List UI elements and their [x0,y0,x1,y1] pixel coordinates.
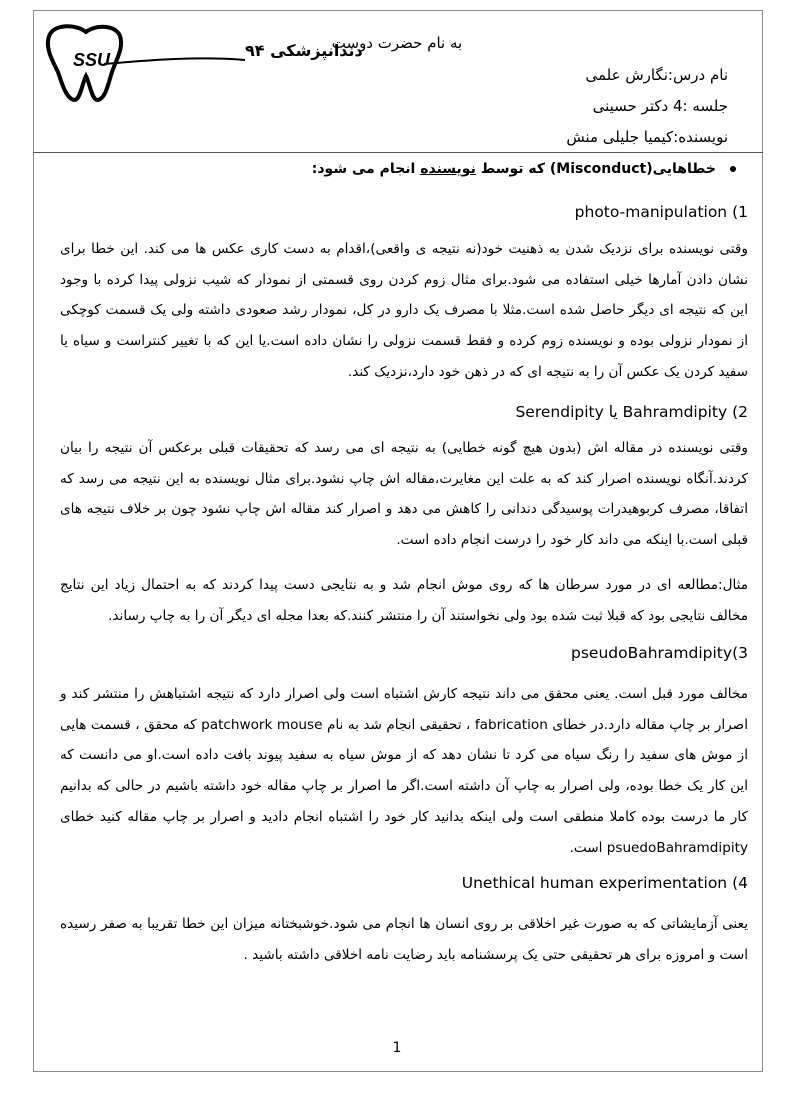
session-info: جلسه :4 دکتر حسینی [592,97,728,115]
logo-abbreviation: SSU [73,50,111,70]
section-heading: 4) Unethical human experimentation [461,874,748,892]
author-name: نویسنده:کیمیا جلیلی منش [566,128,728,146]
section-paragraph: مثال:مطالعه ای در مورد سرطان ها که روی موش انجام شد و به نتایجی دست پیدا کردند که به احتمال زیاد این نتایج مخالف نتایجی بود که قبلا ثبت شده بود ولی نخواستند آن را منتشر کنند.که بعدا مجله ای دیگر آن را به چاپ رساند. [60,577,748,624]
basmala: به نام حضرت دوست [331,34,463,52]
section-heading: 2) Bahramdipity یا Serendipity [515,403,748,421]
misconduct-term: Misconduct [556,161,647,177]
section-heading: 1) photo-manipulation [574,203,748,221]
section-paragraph: وقتی نویسنده در مقاله اش (بدون هیچ گونه خطایی) به نتیجه ای می رسد که تحقیقات قبلی برعکس آن نتیجه را بیان کردند.آنگاه نویسنده اصرار کند که به علت این مغایرت،مقاله اش چاپ نشود.برای مثال نویسنده به این نتیجه می رسد که اتفاقا، مصرف کربوهیدرات پوسیدگی دندانی را کاهش می دهد و اصرار کند مقاله اش چاپ نشود چون بر خلاف نتیجه های قبلی است.با اینکه می داند کار خود را درست انجام داده است. [60,440,748,549]
underlined-word: نویسنده [420,161,476,177]
page-number: 1 [392,1040,402,1056]
bullet-icon [730,166,736,172]
section-paragraph: یعنی آزمایشاتی که به صورت غیر اخلاقی بر روی انسان ها انجام می شود.خوشبختانه میزان این خطا تقریبا به صفر رسیده است و امروزه برای هر تحقیقی حتی یک پرسشنامه باید رضایت نامه اخلاقی داشته باشید . [60,916,748,963]
course-name: نام درس:نگارش علمی [585,66,728,84]
section-heading: 3)pseudoBahramdipity [571,644,748,662]
intro-bullet: خطاهایی(Misconduct) که توسط نویسنده انجام می شود: [312,161,736,177]
section-paragraph: مخالف مورد قبل است. یعنی محقق می داند نتیجه کارش اشتباه است ولی اصرار دارد که نتیجه اشتباهش را منتشر کند و اصرار بر چاپ مقاله دارد.در خطای fabrication ، تحقیقی انجام شد به نام patchwork mouse که محقق ، قسمت هایی از موش های سفید را رنگ سیاه می کرد تا نشان دهد که از موش سیاه به سفید پیوند بافت داده است.او می دانست که این کار یک خطا بوده، ولی اصرار به چاپ آن داشته است.اگر ما اصرار بر چاپ مقاله خود داشته باشیم در حالی که بدانیم کار ما درست بوده کاملا منطقی است ولی اینکه بدانید کار خود را اشتباه انجام دادید و اصرار بر چاپ مقاله کنید خطای psuedoBahramdipity است. [60,686,749,856]
logo-caption: دندانپزشکی ۹۴ [245,41,363,60]
header-divider [33,152,763,153]
section-paragraph: وقتی نویسنده برای نزدیک شدن به ذهنیت خود(نه نتیجه ی واقعی)،اقدام به دست کاری عکس ها می کند. این خطا برای نشان دادن آمارها خیلی استفاده می شود.برای مثال زوم کردن روی قسمتی از نمودار که شیب نزولی پیدا کرده با وجود این که نتیجه ای دیگر حاصل شده است.مثلا با مصرف یک دارو در کل، نمودار رشد صعودی داشته ولی یک قسمت کوچکی از نمودار نزولی بوده و نویسنده زوم کرده و فقط قسمت نزولی را نشان داده است.یا این که با تغییر کنتراست و سیاه یا سفید کردن یک عکس آن را به نتیجه ای که در ذهن خود دارد،نزدیک کند. [60,241,748,380]
